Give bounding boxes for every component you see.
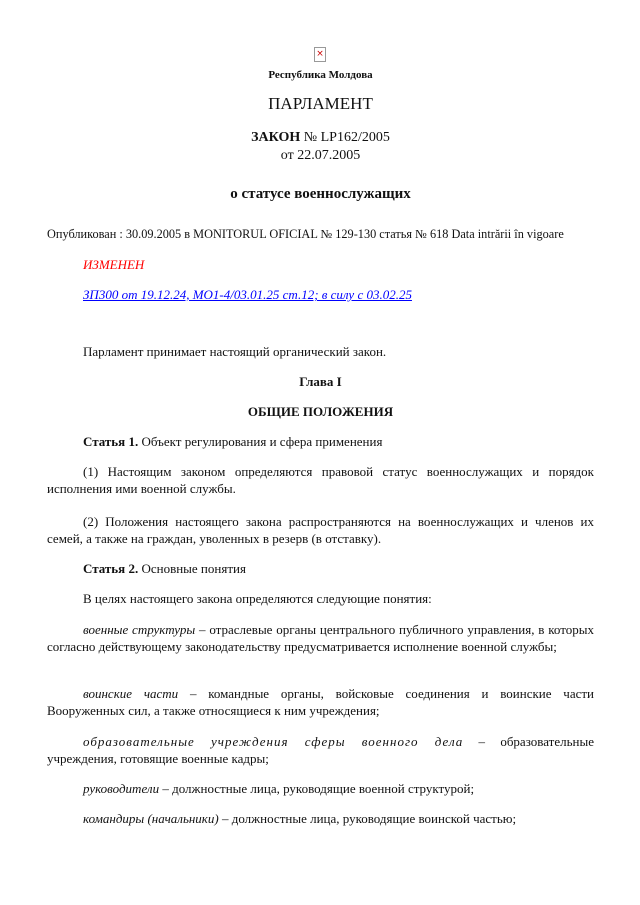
law-date: от 22.07.2005 xyxy=(280,148,361,163)
definition-text: – образовательные учреждения, готовящие военные кадры; xyxy=(47,734,594,766)
article-title: Основные понятия xyxy=(138,561,246,576)
article-1-heading xyxy=(47,433,594,450)
amendment-line xyxy=(47,286,594,303)
chapter-title: ОБЩИЕ ПОЛОЖЕНИЯ xyxy=(247,404,394,419)
article-intro: В целях настоящего закона определяются следующие понятия: xyxy=(83,591,432,606)
definition-text: – командные органы, войсковые соединения и воинские части Вооруженных сил, а также относящиеся к ним учреждения; xyxy=(47,686,595,718)
article-title: Объект регулирования и сфера применения xyxy=(138,434,383,449)
law-number-value: № LP162/2005 xyxy=(300,130,390,145)
definition-text: – должностные лица, руководящие военной структурой; xyxy=(159,781,475,796)
definition xyxy=(47,810,594,827)
definition xyxy=(47,685,594,719)
broken-image-icon: × xyxy=(314,47,326,62)
definition xyxy=(47,621,594,655)
definition xyxy=(47,780,594,797)
country-name: Республика Молдова xyxy=(268,69,373,81)
article-label: Статья 1. xyxy=(83,434,139,449)
publication-info: Опубликован : 30.09.2005 в MONITORUL OFICIAL № 129-130 статья № 618 Data intrării în vigoare xyxy=(47,227,564,241)
paragraph: (2) Положения настоящего закона распространяются на военнослужащих и членов их семей, а также на граждан, уволенных в резерв (в отставку). xyxy=(47,514,594,546)
definition-term: командиры (начальники) xyxy=(83,811,219,826)
law-number xyxy=(47,129,594,146)
preamble: Парламент принимает настоящий органический закон. xyxy=(83,344,387,359)
article-label: Статья 2. xyxy=(83,561,139,576)
definition-text: – должностные лица, руководящие воинской частью; xyxy=(218,811,517,826)
definition-term: руководители xyxy=(83,781,160,796)
definition xyxy=(47,733,594,767)
article-2-heading xyxy=(47,560,594,577)
amended-status: ИЗМЕНЕН xyxy=(83,257,145,272)
law-label: ЗАКОН xyxy=(251,130,301,145)
definition-term: воинские части xyxy=(83,686,179,701)
paragraph: (1) Настоящим законом определяются правовой статус военнослужащих и порядок исполнения ими военной службы. xyxy=(47,464,594,496)
amendment-link[interactable]: ЗП300 от 19.12.24, MO1-4/03.01.25 ст.12; в силу с 03.02.25 xyxy=(83,287,412,302)
law-title: о статусе военнослужащих xyxy=(230,186,411,202)
institution-name: ПАРЛАМЕНТ xyxy=(268,94,373,113)
chapter-label: Глава I xyxy=(299,374,342,389)
definition-text: – отраслевые органы центрального публичного управления, в которых согласно действующему законодательству предусматривается исполнение военной службы; xyxy=(47,622,594,654)
definition-term: образовательные учреждения сферы военного дела xyxy=(83,734,464,749)
definition-term: военные структуры xyxy=(83,622,196,637)
